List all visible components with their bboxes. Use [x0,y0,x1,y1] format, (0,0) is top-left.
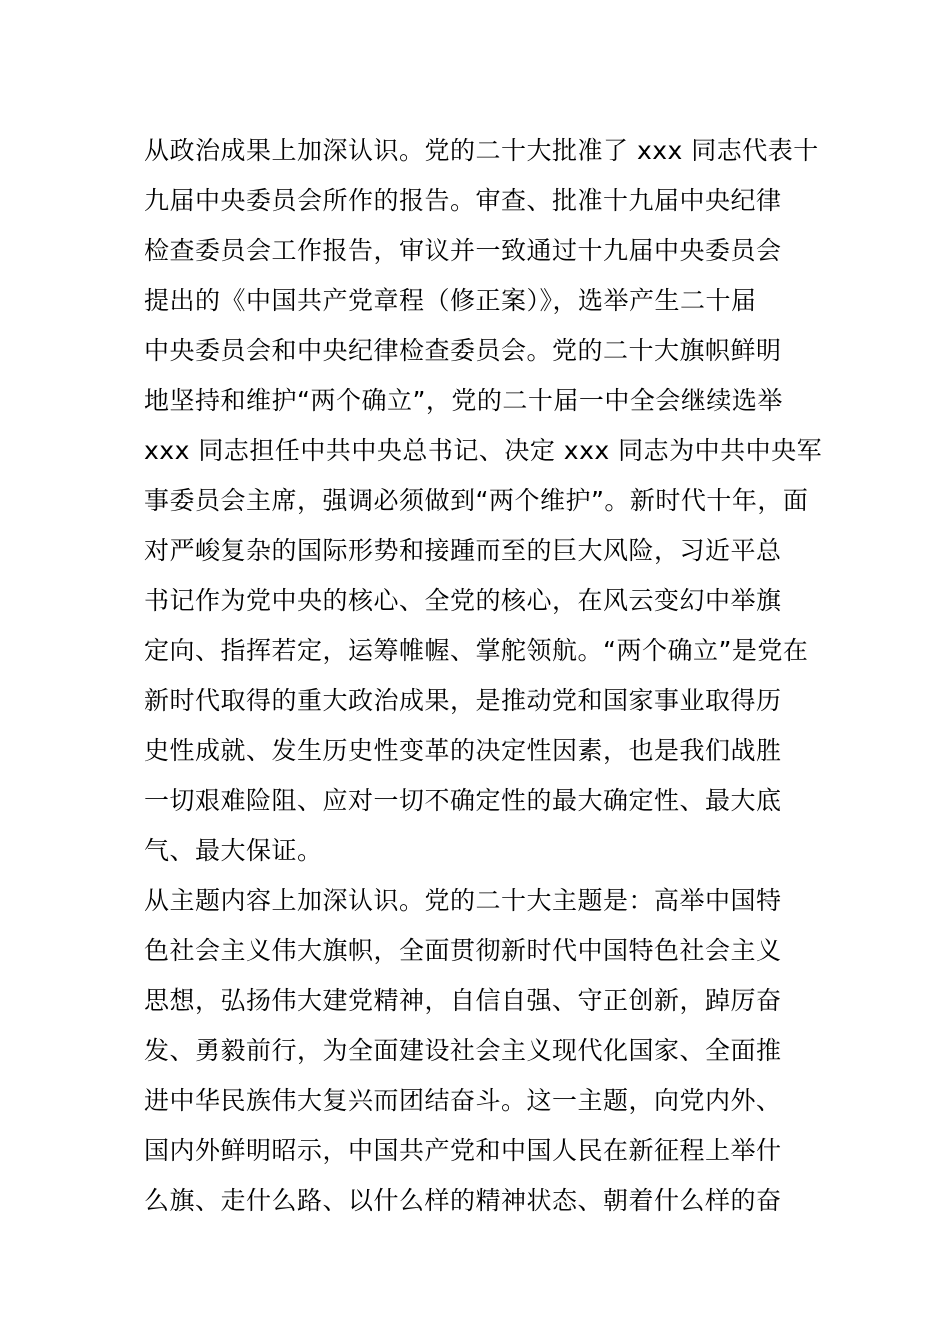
text-line: 思想，弘扬伟大建党精神，自信自强、守正创新，踔厉奋 [144,986,782,1015]
text-line: 事委员会主席，强调必须做到“两个维护”。新时代十年，面 [144,486,809,515]
text-line: 进中华民族伟大复兴而团结奋斗。这一主题，向党内外、 [144,1086,782,1115]
paragraph-political-achievements [144,126,823,876]
text-line: 检查委员会工作报告，审议并一致通过十九届中央委员会 [144,236,782,265]
text-line: 对严峻复杂的国际形势和接踵而至的巨大风险，习近平总 [144,536,782,565]
text-line: xxx 同志担任中共中央总书记、决定 xxx 同志为中共中央军 [144,436,823,465]
text-line: 色社会主义伟大旗帜，全面贯彻新时代中国特色社会主义 [144,936,782,965]
text-line: 中央委员会和中央纪律检查委员会。党的二十大旗帜鲜明 [144,336,782,365]
text-line: 从主题内容上加深认识。党的二十大主题是：高举中国特 [144,886,782,915]
text-line: 从政治成果上加深认识。党的二十大批准了 xxx 同志代表十 [144,136,819,165]
text-line: 么旗、走什么路、以什么样的精神状态、朝着什么样的奋 [144,1186,782,1215]
text-line: 气、最大保证。 [144,836,323,865]
text-line: 书记作为党中央的核心、全党的核心，在风云变幻中举旗 [144,586,782,615]
text-line: 发、勇毅前行，为全面建设社会主义现代化国家、全面推 [144,1036,782,1065]
paragraph-theme-content [144,876,810,1226]
text-line: 新时代取得的重大政治成果，是推动党和国家事业取得历 [144,686,782,715]
text-line: 九届中央委员会所作的报告。审查、批准十九届中央纪律 [144,186,782,215]
text-line: 定向、指挥若定，运筹帷幄、掌舵领航。“两个确立”是党在 [144,636,809,665]
text-line: 提出的《中国共产党章程（修正案）》，选举产生二十届 [144,286,757,315]
text-line: 一切艰难险阻、应对一切不确定性的最大确定性、最大底 [144,786,782,815]
text-line: 国内外鲜明昭示，中国共产党和中国人民在新征程上举什 [144,1136,782,1165]
document-body [144,126,823,1226]
text-line: 史性成就、发生历史性变革的决定性因素，也是我们战胜 [144,736,782,765]
text-line: 地坚持和维护“两个确立”，党的二十届一中全会继续选举 [144,386,783,415]
